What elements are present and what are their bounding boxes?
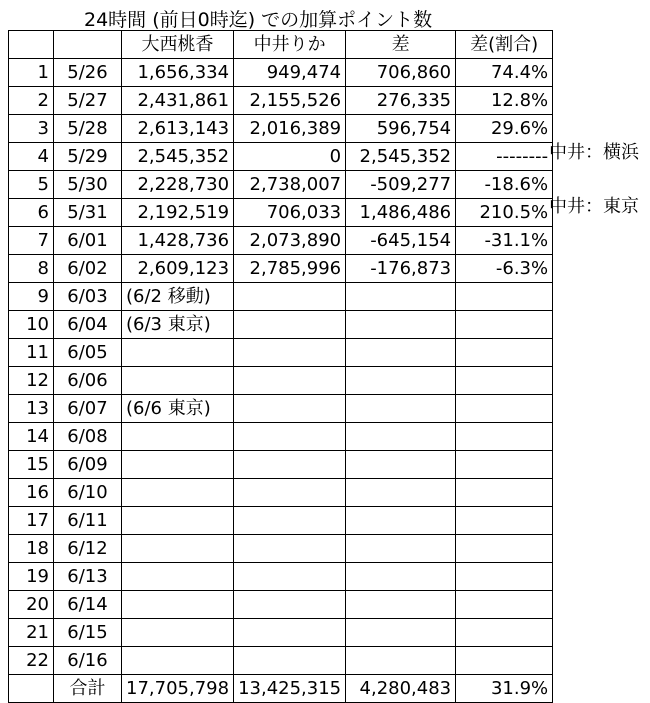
total-cell[interactable] — [9, 675, 54, 703]
table-cell[interactable]: (6/2 移動) — [122, 283, 234, 311]
table-row — [9, 283, 553, 311]
table-row — [9, 535, 553, 563]
table-cell[interactable]: 1,428,736 — [122, 227, 234, 255]
table-cell[interactable]: -645,154 — [346, 227, 456, 255]
table-cell[interactable] — [346, 395, 456, 423]
table-cell[interactable] — [234, 535, 346, 563]
table-row — [9, 339, 553, 367]
table-cell[interactable] — [234, 423, 346, 451]
row-number-cell[interactable]: 5 — [9, 171, 54, 199]
table-cell[interactable]: 2,609,123 — [122, 255, 234, 283]
table-cell[interactable] — [122, 535, 234, 563]
table-row — [9, 563, 553, 591]
total-cell[interactable]: 31.9% — [456, 675, 553, 703]
table-cell[interactable]: (6/6 東京) — [122, 395, 234, 423]
header-cell[interactable]: 差(割合) — [456, 31, 553, 59]
row-number-cell[interactable]: 12 — [9, 367, 54, 395]
table-cell[interactable] — [456, 647, 553, 675]
table-cell[interactable]: 2,073,890 — [234, 227, 346, 255]
table-cell[interactable] — [234, 591, 346, 619]
table-cell[interactable]: 0 — [234, 143, 346, 171]
header-cell[interactable] — [9, 31, 54, 59]
row-number-cell[interactable]: 1 — [9, 59, 54, 87]
table-row — [9, 479, 553, 507]
table-cell[interactable]: 12.8% — [456, 87, 553, 115]
header-cell[interactable] — [54, 31, 122, 59]
row-number-cell[interactable]: 9 — [9, 283, 54, 311]
table-cell[interactable]: 210.5% — [456, 199, 553, 227]
date-cell[interactable]: 5/30 — [54, 171, 122, 199]
table-row — [9, 423, 553, 451]
table-cell[interactable]: 949,474 — [234, 59, 346, 87]
table-cell[interactable] — [456, 535, 553, 563]
table-cell[interactable]: 596,754 — [346, 115, 456, 143]
table-cell[interactable]: 2,738,007 — [234, 171, 346, 199]
row-number-cell[interactable]: 16 — [9, 479, 54, 507]
row-number-cell[interactable]: 11 — [9, 339, 54, 367]
table-cell[interactable] — [456, 311, 553, 339]
table-cell[interactable]: 1,656,334 — [122, 59, 234, 87]
table-cell[interactable] — [346, 423, 456, 451]
date-cell[interactable]: 6/06 — [54, 367, 122, 395]
table-row — [9, 395, 553, 423]
total-cell[interactable]: 13,425,315 — [234, 675, 346, 703]
table-row — [9, 507, 553, 535]
table-cell[interactable] — [456, 423, 553, 451]
table-cell[interactable] — [456, 339, 553, 367]
table-cell[interactable] — [122, 423, 234, 451]
table-cell[interactable]: 2,545,352 — [346, 143, 456, 171]
table-row — [9, 87, 553, 115]
table-row — [9, 255, 553, 283]
table-cell[interactable] — [122, 507, 234, 535]
date-cell[interactable]: 5/26 — [54, 59, 122, 87]
date-cell[interactable]: 6/04 — [54, 311, 122, 339]
table-cell[interactable]: 2,192,519 — [122, 199, 234, 227]
date-cell[interactable]: 6/05 — [54, 339, 122, 367]
table-cell[interactable] — [122, 479, 234, 507]
table-row — [9, 143, 553, 171]
table-row — [9, 59, 553, 87]
side-note: 中井：横浜 — [549, 142, 639, 163]
table-cell[interactable] — [346, 311, 456, 339]
table-cell[interactable]: 2,016,389 — [234, 115, 346, 143]
table-cell[interactable]: 1,486,486 — [346, 199, 456, 227]
total-label-cell[interactable]: 合計 — [54, 675, 122, 703]
table-cell[interactable] — [346, 283, 456, 311]
date-cell[interactable]: 6/03 — [54, 283, 122, 311]
table-cell[interactable] — [234, 507, 346, 535]
table-cell[interactable] — [346, 591, 456, 619]
row-number-cell[interactable]: 21 — [9, 619, 54, 647]
table-cell[interactable] — [234, 283, 346, 311]
table-cell[interactable] — [346, 367, 456, 395]
row-number-cell[interactable]: 22 — [9, 647, 54, 675]
table-row — [9, 647, 553, 675]
date-cell[interactable]: 6/09 — [54, 451, 122, 479]
table-cell[interactable]: -6.3% — [456, 255, 553, 283]
table-cell[interactable]: 2,431,861 — [122, 87, 234, 115]
date-cell[interactable]: 5/28 — [54, 115, 122, 143]
date-cell[interactable]: 6/02 — [54, 255, 122, 283]
table-cell[interactable] — [456, 367, 553, 395]
table-cell[interactable] — [346, 619, 456, 647]
table-cell[interactable] — [456, 479, 553, 507]
header-row — [9, 31, 553, 59]
table-cell[interactable]: 2,155,526 — [234, 87, 346, 115]
date-cell[interactable]: 6/15 — [54, 619, 122, 647]
table-cell[interactable] — [456, 283, 553, 311]
table-cell[interactable] — [234, 311, 346, 339]
table-cell[interactable] — [346, 507, 456, 535]
table-cell[interactable] — [456, 395, 553, 423]
date-cell[interactable]: 6/14 — [54, 591, 122, 619]
table-cell[interactable] — [234, 367, 346, 395]
date-cell[interactable]: 6/13 — [54, 563, 122, 591]
table-cell[interactable]: -509,277 — [346, 171, 456, 199]
table-cell[interactable]: 276,335 — [346, 87, 456, 115]
table-cell[interactable] — [234, 619, 346, 647]
table-cell[interactable]: (6/3 東京) — [122, 311, 234, 339]
table-row — [9, 367, 553, 395]
header-cell[interactable]: 中井りか — [234, 31, 346, 59]
table-cell[interactable] — [122, 339, 234, 367]
table-cell[interactable] — [346, 339, 456, 367]
table-cell[interactable] — [234, 647, 346, 675]
table-cell[interactable]: 706,033 — [234, 199, 346, 227]
table-row — [9, 115, 553, 143]
table-cell[interactable]: 2,785,996 — [234, 255, 346, 283]
date-cell[interactable]: 5/27 — [54, 87, 122, 115]
row-number-cell[interactable]: 3 — [9, 115, 54, 143]
row-number-cell[interactable]: 8 — [9, 255, 54, 283]
table-cell[interactable] — [346, 479, 456, 507]
date-cell[interactable]: 6/08 — [54, 423, 122, 451]
table-cell[interactable] — [346, 535, 456, 563]
sheet-title: 24時間 (前日0時迄) での加算ポイント数 — [84, 9, 433, 31]
row-number-cell[interactable]: 14 — [9, 423, 54, 451]
table-cell[interactable]: -------- — [456, 143, 553, 171]
table-cell[interactable] — [456, 591, 553, 619]
date-cell[interactable]: 6/12 — [54, 535, 122, 563]
table-cell[interactable] — [234, 339, 346, 367]
table-cell[interactable] — [234, 479, 346, 507]
table-row — [9, 311, 553, 339]
table-cell[interactable] — [456, 507, 553, 535]
table-cell[interactable]: -176,873 — [346, 255, 456, 283]
date-cell[interactable]: 6/01 — [54, 227, 122, 255]
table-cell[interactable] — [234, 451, 346, 479]
total-row — [9, 675, 553, 703]
table-row — [9, 619, 553, 647]
header-cell[interactable]: 差 — [346, 31, 456, 59]
table-cell[interactable] — [456, 563, 553, 591]
row-number-cell[interactable]: 18 — [9, 535, 54, 563]
table-cell[interactable]: 29.6% — [456, 115, 553, 143]
table-cell[interactable] — [122, 591, 234, 619]
date-cell[interactable]: 6/07 — [54, 395, 122, 423]
table-cell[interactable]: -31.1% — [456, 227, 553, 255]
table-cell[interactable] — [456, 451, 553, 479]
table-cell[interactable]: 706,860 — [346, 59, 456, 87]
table-cell[interactable]: 2,228,730 — [122, 171, 234, 199]
table-row — [9, 451, 553, 479]
row-number-cell[interactable]: 20 — [9, 591, 54, 619]
row-number-cell[interactable]: 17 — [9, 507, 54, 535]
row-number-cell[interactable]: 15 — [9, 451, 54, 479]
table-cell[interactable] — [234, 563, 346, 591]
table-cell[interactable] — [346, 647, 456, 675]
table-cell[interactable] — [456, 619, 553, 647]
table-cell[interactable] — [122, 619, 234, 647]
row-number-cell[interactable]: 2 — [9, 87, 54, 115]
row-number-cell[interactable]: 10 — [9, 311, 54, 339]
table-cell[interactable]: 2,545,352 — [122, 143, 234, 171]
row-number-cell[interactable]: 4 — [9, 143, 54, 171]
table-cell[interactable] — [122, 647, 234, 675]
date-cell[interactable]: 5/29 — [54, 143, 122, 171]
date-cell[interactable]: 6/11 — [54, 507, 122, 535]
table-cell[interactable] — [346, 451, 456, 479]
table-cell[interactable] — [346, 563, 456, 591]
side-note: 中井：東京 — [549, 196, 639, 217]
row-number-cell[interactable]: 13 — [9, 395, 54, 423]
table-cell[interactable]: -18.6% — [456, 171, 553, 199]
row-number-cell[interactable]: 19 — [9, 563, 54, 591]
table-row — [9, 171, 553, 199]
table-cell[interactable] — [234, 395, 346, 423]
table-cell[interactable] — [122, 451, 234, 479]
total-cell[interactable]: 4,280,483 — [346, 675, 456, 703]
date-cell[interactable]: 6/16 — [54, 647, 122, 675]
table-row — [9, 227, 553, 255]
table-cell[interactable] — [122, 563, 234, 591]
total-cell[interactable]: 17,705,798 — [122, 675, 234, 703]
points-table — [8, 30, 553, 703]
table-cell[interactable]: 2,613,143 — [122, 115, 234, 143]
date-cell[interactable]: 5/31 — [54, 199, 122, 227]
table-cell[interactable] — [122, 367, 234, 395]
table-row — [9, 199, 553, 227]
date-cell[interactable]: 6/10 — [54, 479, 122, 507]
header-cell[interactable]: 大西桃香 — [122, 31, 234, 59]
row-number-cell[interactable]: 6 — [9, 199, 54, 227]
table-cell[interactable]: 74.4% — [456, 59, 553, 87]
table-row — [9, 591, 553, 619]
row-number-cell[interactable]: 7 — [9, 227, 54, 255]
